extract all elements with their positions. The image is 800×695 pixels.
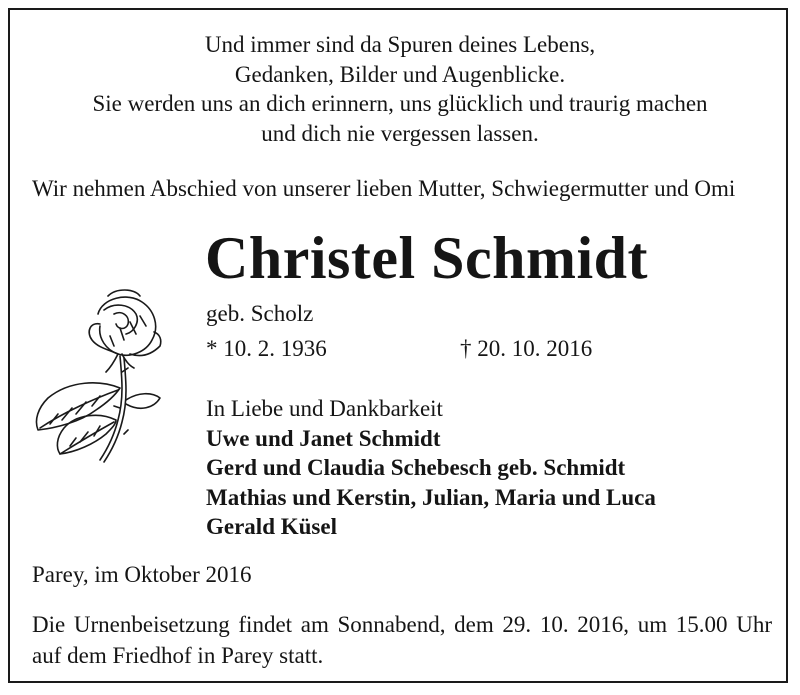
- birth-date: * 10. 2. 1936: [206, 336, 327, 361]
- mourners-list: [206, 394, 656, 542]
- deceased-name: Christel Schmidt: [205, 225, 648, 291]
- death-date: † 20. 10. 2016: [460, 336, 593, 361]
- mourner-name: Gerald Küsel: [206, 514, 337, 539]
- memorial-poem: [0, 30, 800, 148]
- farewell-intro: Wir nehmen Abschied von unserer lieben Mutter, Schwiegermutter und Omi: [32, 176, 736, 201]
- maiden-name: geb. Scholz: [206, 301, 314, 326]
- mourner-name: Mathias und Kerstin, Julian, Maria und Luca: [206, 484, 656, 510]
- mourners-heading: In Liebe und Dankbarkeit: [206, 396, 443, 421]
- poem-line: Gedanken, Bilder und Augenblicke.: [234, 61, 566, 87]
- poem-line: und dich nie vergessen lassen.: [261, 120, 539, 146]
- poem-line: Sie werden uns an dich erinnern, uns glücklich und traurig machen: [92, 91, 708, 116]
- rose-icon: [30, 288, 180, 463]
- place-date: Parey, im Oktober 2016: [32, 562, 252, 587]
- mourner-name: Gerd und Claudia Schebesch geb. Schmidt: [206, 455, 626, 480]
- burial-notice: Die Urnenbeisetzung findet am Sonnabend, dem 29. 10. 2016, um 15.00 Uhr auf dem Friedhof in Parey statt.: [32, 612, 772, 668]
- mourner-name: Uwe und Janet Schmidt: [206, 425, 441, 451]
- poem-line: Und immer sind da Spuren deines Lebens,: [204, 32, 596, 57]
